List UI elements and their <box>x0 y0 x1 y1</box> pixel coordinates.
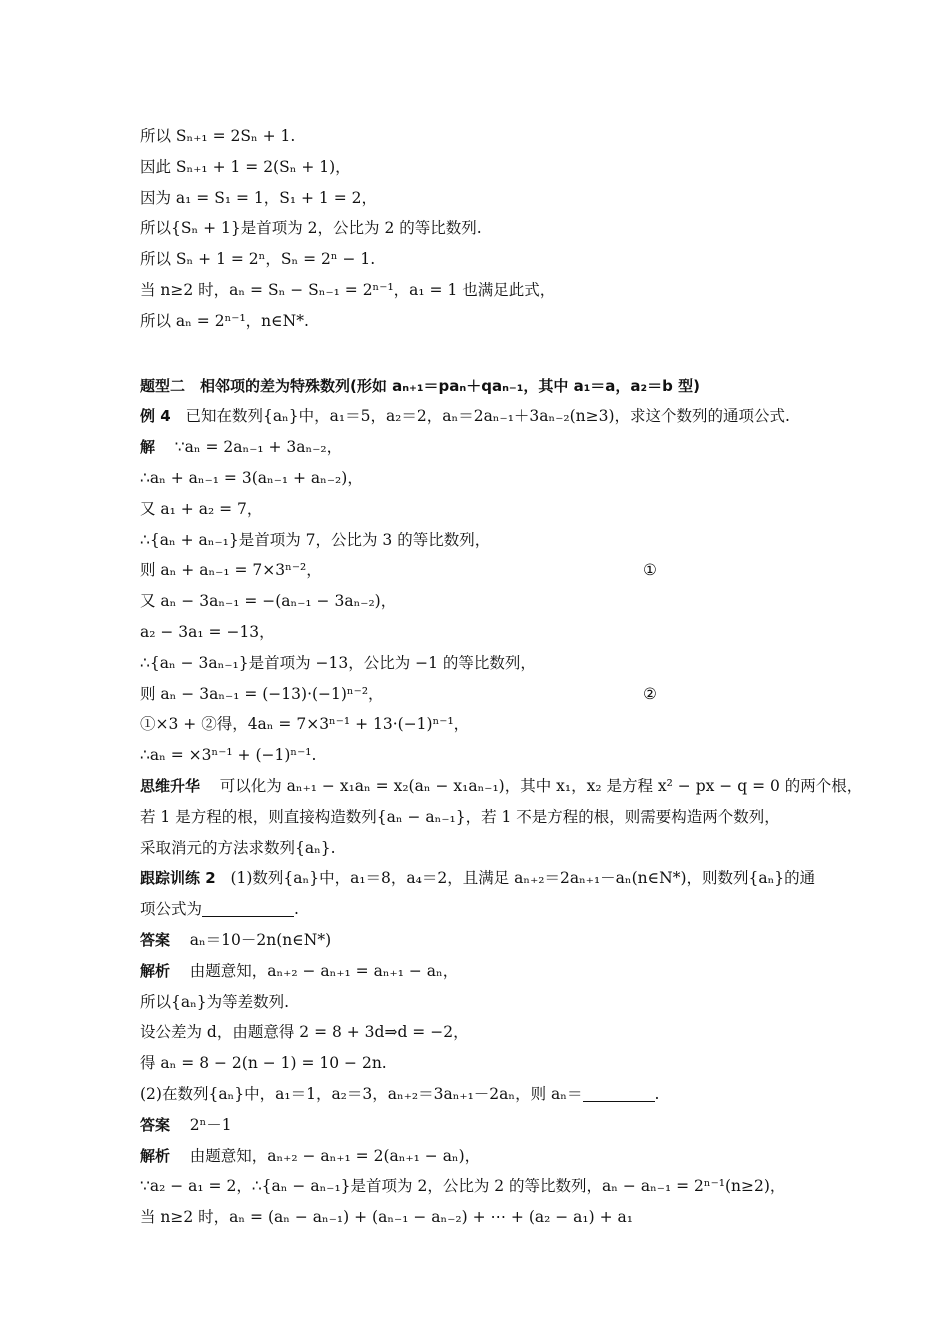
equation-marker-2: ② <box>643 684 657 703</box>
equation-line-1 <box>140 555 830 586</box>
analysis-text: 由题意知，aₙ₊₂ − aₙ₊₁ = 2(aₙ₊₁ − aₙ)， <box>189 1146 481 1165</box>
answer-line <box>140 925 830 956</box>
solution-text: ∵aₙ = 2aₙ₋₁ + 3aₙ₋₂， <box>174 438 343 457</box>
practice-text: (1)数列{aₙ}中，a₁＝8，a₄＝2，且满足 aₙ₊₂＝2aₙ₊₁－aₙ(n∈N*)，则数列{aₙ}的通 <box>230 869 816 888</box>
example-4 <box>140 401 830 432</box>
text-line: 又 aₙ − 3aₙ₋₁ = −(aₙ₋₁ − 3aₙ₋₂)， <box>140 592 397 611</box>
answer-text: aₙ＝10－2n(n∈N*) <box>189 930 332 949</box>
text-line: 所以 Sₙ₊₁ = 2Sₙ + 1. <box>140 127 296 145</box>
text-line: 采取消元的方法求数列{aₙ}. <box>140 838 336 857</box>
example-label: 例 4 <box>140 407 171 426</box>
text-line: 所以{aₙ}为等差数列. <box>140 992 290 1011</box>
practice-text: (2)在数列{aₙ}中，a₁＝1，a₂＝3，aₙ₊₂＝3aₙ₊₁－2aₙ，则 aₙ＝ <box>140 1084 583 1103</box>
text-line: 因此 Sₙ₊₁ + 1 = 2(Sₙ + 1)， <box>140 157 351 176</box>
text-line: 所以 aₙ = 2ⁿ⁻¹，n∈N*. <box>140 311 309 330</box>
text-line: ∴aₙ + aₙ₋₁ = 3(aₙ₋₁ + aₙ₋₂)， <box>140 468 363 487</box>
text-line: 若 1 是方程的根，则直接构造数列{aₙ − aₙ₋₁}，若 1 不是方程的根，则需要构造两个数列， <box>140 807 780 826</box>
text-line: 所以{Sₙ + 1}是首项为 2，公比为 2 的等比数列. <box>140 219 482 238</box>
equation-line-2 <box>140 679 830 710</box>
text-line: 当 n≥2 时，aₙ = (aₙ − aₙ₋₁) + (aₙ₋₁ − aₙ₋₂) + ⋯ + (a₂ − a₁) + a₁ <box>140 1208 633 1227</box>
analysis-text: 由题意知，aₙ₊₂ − aₙ₊₁ = aₙ₊₁ − aₙ， <box>189 961 459 980</box>
answer-label: 答案 <box>140 1115 171 1134</box>
answer-line <box>140 1110 830 1141</box>
analysis-line <box>140 1141 830 1172</box>
practice-text: 项公式为 <box>140 900 203 919</box>
analysis-label: 解析 <box>140 961 171 980</box>
section-gap <box>140 337 830 371</box>
document-body <box>140 121 863 1233</box>
practice-line <box>140 863 830 894</box>
summary-label: 思维升华 <box>140 776 201 795</box>
practice-part-2: (2)在数列{aₙ}中，a₁＝1，a₂＝3，aₙ₊₂＝3aₙ₊₁－2aₙ，则 aₙ＝ . <box>140 1084 660 1103</box>
text-line: a₂ − 3a₁ = −13， <box>140 622 275 641</box>
answer-blank <box>583 1085 655 1102</box>
example-text: 已知在数列{aₙ}中，a₁＝5，a₂＝2，aₙ＝2aₙ₋₁＋3aₙ₋₂(n≥3)，求这个数列的通项公式. <box>185 407 790 426</box>
analysis-line <box>140 956 830 987</box>
text-line: ∴{aₙ + aₙ₋₁}是首项为 7，公比为 3 的等比数列， <box>140 530 491 549</box>
practice-line-cont: 项公式为 . <box>140 900 299 919</box>
text-line: 得 aₙ = 8 − 2(n − 1) = 10 − 2n. <box>140 1054 387 1073</box>
solution-label: 解 <box>140 438 156 457</box>
solution-line <box>140 432 830 463</box>
text-line: 当 n≥2 时，aₙ = Sₙ − Sₙ₋₁ = 2ⁿ⁻¹，a₁ = 1 也满足此式， <box>140 280 556 299</box>
text-line: 因为 a₁ = S₁ = 1，S₁ + 1 = 2， <box>140 188 377 207</box>
practice-label: 跟踪训练 2 <box>140 869 216 888</box>
summary-text: 可以化为 aₙ₊₁ − x₁aₙ = x₂(aₙ − x₁aₙ₋₁)，其中 x₁，x₂ 是方程 x² − px − q = 0 的两个根， <box>219 776 863 795</box>
equation-marker-1: ① <box>643 561 657 580</box>
section-heading: 题型二 相邻项的差为特殊数列(形如 aₙ₊₁＝paₙ＋qaₙ₋₁，其中 a₁＝a，a₂＝b 型) <box>140 376 700 395</box>
text-line: ①×3 + ②得，4aₙ = 7×3ⁿ⁻¹ + 13·(−1)ⁿ⁻¹， <box>140 715 470 734</box>
equation-text: 则 aₙ − 3aₙ₋₁ = (−13)·(−1)ⁿ⁻²， <box>140 684 384 703</box>
text-line: ∴aₙ = ×3ⁿ⁻¹ + (−1)ⁿ⁻¹. <box>140 746 317 765</box>
text-line: 所以 Sₙ + 1 = 2ⁿ，Sₙ = 2ⁿ − 1. <box>140 250 376 269</box>
equation-text: 则 aₙ + aₙ₋₁ = 7×3ⁿ⁻²， <box>140 561 322 580</box>
answer-label: 答案 <box>140 930 171 949</box>
text-line: 设公差为 d，由题意得 2 = 8 + 3d⇒d = −2， <box>140 1023 469 1042</box>
summary-line <box>140 771 863 802</box>
answer-text: 2ⁿ－1 <box>189 1115 232 1134</box>
analysis-label: 解析 <box>140 1146 171 1165</box>
text-line: ∵a₂ − a₁ = 2，∴{aₙ − aₙ₋₁}是首项为 2，公比为 2 的等比数列，aₙ − aₙ₋₁ = 2ⁿ⁻¹(n≥2)， <box>140 1177 786 1196</box>
answer-blank <box>202 900 294 917</box>
text-line: 又 a₁ + a₂ = 7， <box>140 499 263 518</box>
text-line: ∴{aₙ − 3aₙ₋₁}是首项为 −13，公比为 −1 的等比数列， <box>140 653 536 672</box>
